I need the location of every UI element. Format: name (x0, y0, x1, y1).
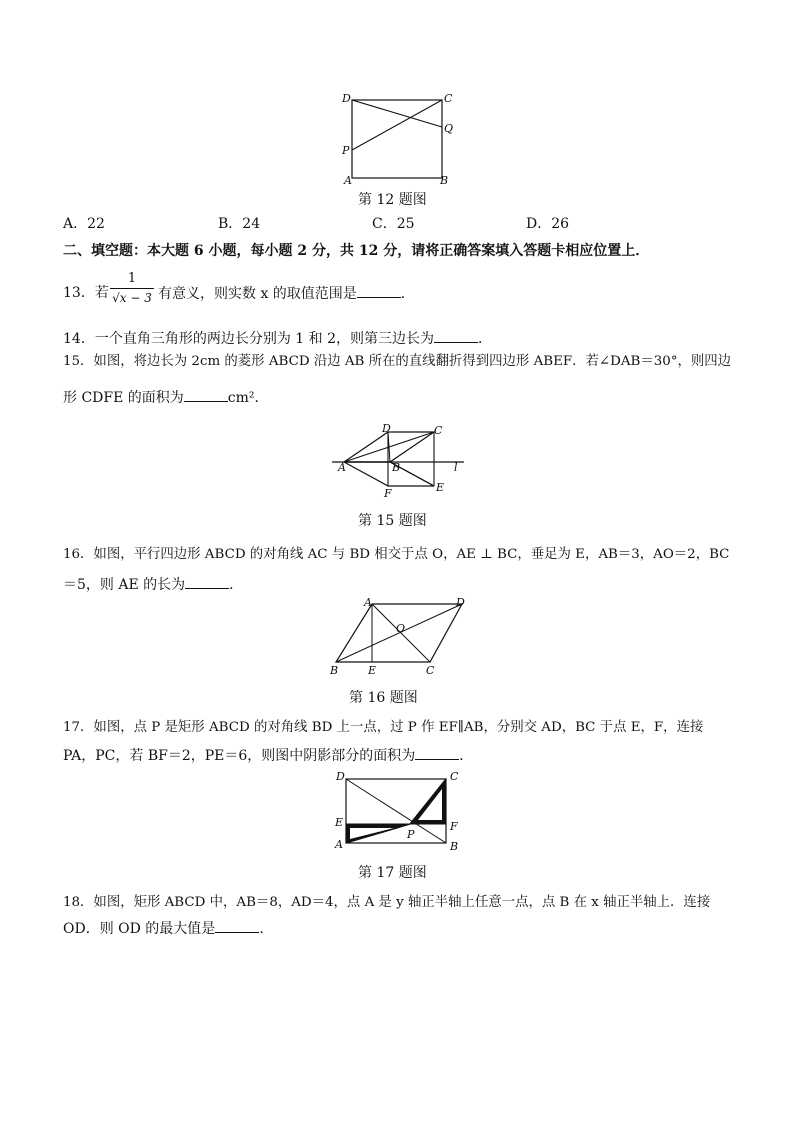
q17-answer-blank[interactable] (415, 745, 459, 760)
section-2-heading: 二、填空题：本大题 6 小题，每小题 2 分，共 12 分，请将正确答案填入答题卡相应位置上． (63, 243, 650, 259)
q13-answer-blank[interactable] (357, 283, 401, 298)
q14-answer-blank[interactable] (434, 328, 478, 343)
q13-prefix: 13．若 (63, 285, 109, 301)
fraction-bar (110, 288, 154, 289)
q16-line2-post: ． (229, 577, 244, 593)
q18-line1: 18．如图，矩形 ABCD 中，AB＝8，AD＝4，点 A 是 y 轴正半轴上任意一点，点 B 在 x 轴正半轴上．连接 (63, 895, 711, 910)
q13-post: 有意义，则实数 x 的取值范围是 (158, 286, 357, 302)
fig15-caption: 第 15 题图 (358, 513, 427, 529)
q15-line2 (63, 387, 269, 408)
fig17-label-a: A (335, 838, 343, 851)
fig15-label-d: D (382, 424, 391, 435)
q18-line2-pre: OD．则 OD 的最大值是 (63, 921, 216, 937)
q13-numerator: 1 (127, 271, 137, 286)
q18-line2-post: ． (259, 921, 274, 937)
fig15-label-l: l (454, 461, 458, 474)
q12-option-a: A．22 (63, 216, 105, 232)
fig16-label-a: A (364, 596, 372, 609)
fig15-label-a: A (338, 461, 346, 474)
fig15-label-c: C (434, 424, 443, 437)
fig12-label-q: Q (444, 122, 454, 135)
q16-line2-pre: ＝5，则 AE 的长为 (63, 577, 186, 593)
q15-answer-blank[interactable] (184, 387, 228, 402)
q12-option-c: C．25 (372, 216, 415, 232)
q14-end: ． (477, 331, 492, 347)
q13-denominator: √x − 3 (112, 291, 152, 305)
fig17-label-p: P (407, 828, 415, 841)
figure-17 (330, 768, 466, 852)
fig12-label-p: P (342, 144, 350, 157)
fig16-label-o: O (396, 622, 406, 635)
fig12-label-b: B (440, 174, 449, 187)
fig16-label-d: D (456, 596, 465, 609)
fig15-label-b: B (392, 461, 401, 474)
q17-line2 (63, 745, 473, 766)
q14-text (63, 328, 492, 349)
q17-line2-post: ． (459, 748, 474, 764)
figure-16 (326, 596, 476, 678)
fig17-label-b: B (450, 840, 459, 852)
q17-line2-pre: PA，PC，若 BF＝2，PE＝6，则图中阴影部分的面积为 (63, 748, 416, 764)
fig17-caption: 第 17 题图 (358, 865, 427, 881)
fig17-label-d: D (336, 770, 345, 783)
q15-line2-pre: 形 CDFE 的面积为 (63, 390, 184, 406)
q16-answer-blank[interactable] (185, 574, 229, 589)
q15-line1: 15．如图，将边长为 2cm 的菱形 ABCD 沿边 AB 所在的直线翻折得到四边形 ABEF．若∠DAB＝30°，则四边 (63, 354, 732, 369)
q12-option-b: B．24 (218, 216, 261, 232)
fig17-label-e: E (335, 816, 344, 829)
fig16-label-e: E (368, 664, 377, 677)
fig12-label-a: A (344, 174, 352, 187)
q13-text (158, 283, 415, 304)
q16-line1: 16．如图，平行四边形 ABCD 的对角线 AC 与 BD 相交于点 O，AE ⊥ BC，垂足为 E，AB＝3，AO＝2，BC (63, 547, 730, 562)
fig16-label-c: C (426, 664, 435, 677)
figure-12 (336, 88, 466, 188)
fig16-label-b: B (330, 664, 339, 677)
fig16-caption: 第 16 题图 (349, 690, 418, 706)
q16-line2 (63, 574, 243, 595)
fig12-label-d: D (342, 92, 351, 105)
fig17-label-c: C (450, 770, 459, 783)
q15-line2-post: cm²． (227, 390, 269, 406)
q13-end: ． (400, 286, 415, 302)
q18-answer-blank[interactable] (215, 918, 259, 933)
q18-line2 (63, 918, 273, 939)
figure-15 (330, 424, 466, 502)
q13-fraction (108, 271, 156, 306)
fig15-label-e: E (436, 481, 445, 494)
fig17-label-f: F (450, 820, 458, 833)
fig12-label-c: C (444, 92, 453, 105)
fig15-label-f: F (384, 487, 392, 500)
fig12-caption: 第 12 题图 (358, 192, 427, 208)
q17-line1: 17．如图，点 P 是矩形 ABCD 的对角线 BD 上一点，过 P 作 EF∥AB，分别交 AD，BC 于点 E，F，连接 (63, 720, 704, 735)
q14-body: 14．一个直角三角形的两边长分别为 1 和 2，则第三边长为 (63, 331, 434, 347)
q12-option-d: D．26 (526, 216, 570, 232)
